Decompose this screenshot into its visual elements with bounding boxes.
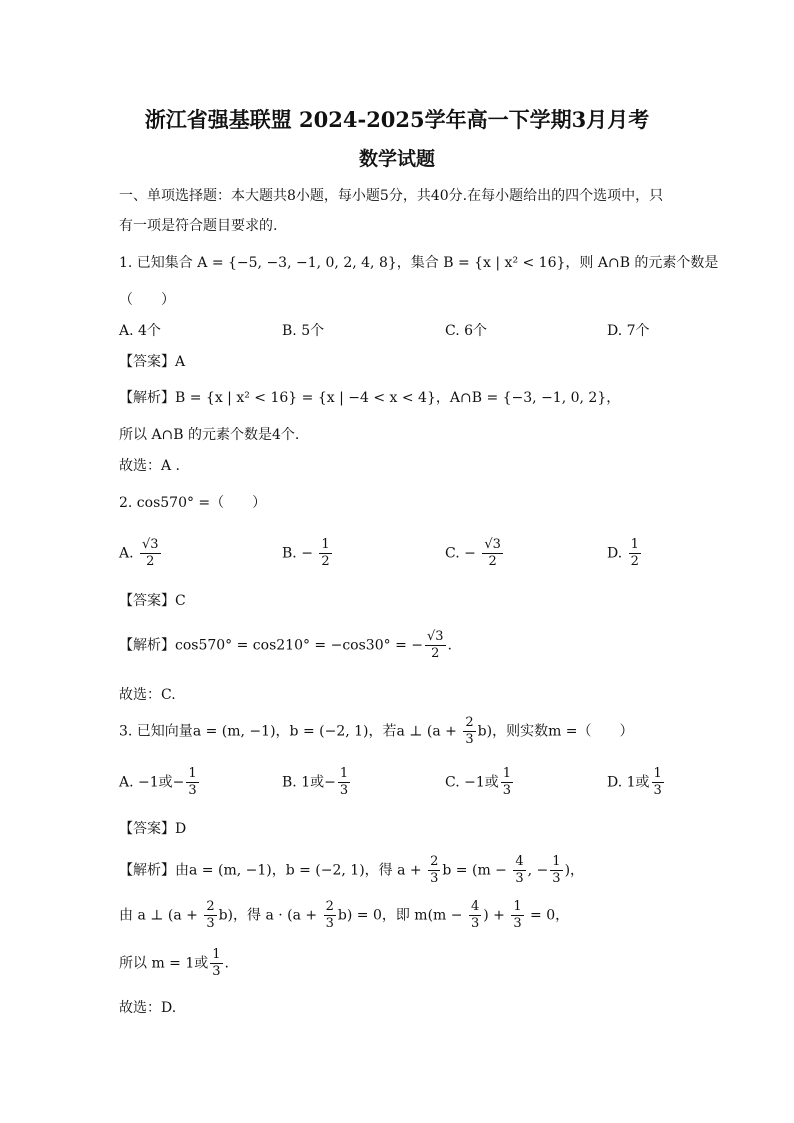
fraction: [482, 538, 503, 569]
analysis-text: b)，得 a · (a +: [218, 907, 322, 924]
numerator: 2: [325, 899, 334, 914]
q2-option-c: [445, 538, 505, 569]
denominator: 3: [339, 783, 349, 798]
q1-option-a: A. 4个: [119, 323, 161, 339]
q2-choose: 故选：C.: [119, 687, 176, 703]
q3-analysis-2: [119, 900, 569, 931]
q3-option-a: [119, 767, 201, 798]
option-text: D. 1或: [607, 774, 650, 791]
analysis-text: = 0，: [525, 907, 570, 924]
numerator: √3: [426, 629, 444, 644]
q1-analysis-2: 所以 A∩B 的元素个数是4个.: [119, 427, 300, 443]
minus-sign: −: [301, 545, 313, 562]
denominator: 3: [465, 732, 474, 747]
denominator: 3: [513, 916, 522, 931]
fraction: [550, 855, 562, 886]
q1-analysis-1: 【解析】B = {x | x² < 16} = {x | −4 < x < 4}，A∩B = {−3, −1, 0, 2}，: [119, 390, 621, 406]
fraction: [463, 716, 475, 747]
numerator: 1: [188, 766, 197, 781]
fraction: [511, 900, 523, 931]
numerator: √3: [484, 537, 501, 552]
denominator: 2: [488, 554, 497, 569]
minus-sign: −: [464, 545, 476, 562]
numerator: 1: [339, 766, 349, 781]
fraction: [204, 900, 216, 931]
denominator: 2: [321, 554, 330, 569]
fraction: [652, 767, 664, 798]
denominator: 3: [188, 783, 197, 798]
fraction: [469, 900, 481, 931]
fraction: [513, 855, 525, 886]
analysis-text: a = (m, −1)，b = (−2, 1)，得 a +: [189, 862, 427, 879]
denominator: 3: [325, 916, 334, 931]
analysis-text: b) = 0，即 m(m −: [337, 907, 467, 924]
fraction: [324, 900, 336, 931]
q3-option-c: [445, 767, 515, 798]
numerator: √3: [142, 537, 159, 552]
numerator: 1: [630, 537, 639, 552]
denominator: 2: [630, 554, 639, 569]
numerator: 1: [552, 854, 561, 869]
analysis-text: b = (m −: [442, 862, 512, 879]
analysis-prefix: 【解析】由: [119, 862, 189, 879]
denominator: 3: [470, 916, 480, 931]
fraction: [338, 767, 350, 798]
numerator: 1: [653, 766, 662, 781]
page-subtitle: 数学试题: [358, 148, 435, 170]
section-heading-line1: 一、单项选择题：本大题共8小题，每小题5分，共40分.在每小题给出的四个选项中，只: [119, 188, 664, 204]
q3-answer: 【答案】D: [119, 821, 187, 837]
option-label: C.: [445, 545, 460, 562]
q1-choose: 故选：A .: [119, 458, 181, 474]
q2-option-b: [282, 538, 334, 569]
q3-option-b: [282, 767, 352, 798]
fraction: [210, 948, 222, 979]
analysis-text: 所以 m = 1或: [119, 955, 209, 972]
denominator: 3: [212, 964, 221, 979]
q1-stem: 1. 已知集合 A = {−5, −3, −1, 0, 2, 4, 8}，集合 B = {x | x² < 16}，则 A∩B 的元素个数是: [119, 255, 719, 271]
q2-option-d: [607, 538, 643, 569]
q3-choose: 故选：D.: [119, 1000, 177, 1016]
denominator: 3: [653, 783, 662, 798]
analysis-text: , −: [527, 862, 549, 879]
numerator: 4: [515, 854, 524, 869]
section-heading-line2: 有一项是符合题目要求的.: [119, 218, 278, 234]
numerator: 2: [206, 899, 215, 914]
stem-end: b)，则实数m =（ ）: [477, 723, 634, 740]
q1-option-c: C. 6个: [445, 323, 488, 339]
option-label: B.: [282, 545, 297, 562]
option-text: B. 1或−: [282, 774, 336, 791]
fraction: [319, 538, 331, 569]
analysis-prefix: 【解析】: [119, 637, 175, 654]
option-label: A.: [119, 545, 134, 562]
q2-option-a: [119, 538, 163, 569]
analysis-end: .: [447, 637, 452, 654]
analysis-text: .: [224, 955, 229, 972]
analysis-text: 由 a ⊥ (a +: [119, 907, 203, 924]
option-label: D.: [607, 545, 623, 562]
numerator: 1: [502, 766, 512, 781]
q3-analysis-1: [119, 855, 584, 886]
numerator: 1: [212, 947, 221, 962]
q3-option-d: [607, 767, 666, 798]
denominator: 2: [146, 554, 155, 569]
denominator: 3: [515, 871, 524, 886]
perp-condition: a ⊥ (a +: [396, 723, 462, 740]
denominator: 3: [430, 871, 439, 886]
q1-paren: （ ）: [119, 292, 175, 308]
q1-answer: 【答案】A: [119, 354, 186, 370]
denominator: 3: [552, 871, 561, 886]
q1-option-d: D. 7个: [607, 323, 650, 339]
numerator: 1: [321, 537, 330, 552]
fraction: [501, 767, 513, 798]
fraction: [140, 538, 161, 569]
q2-analysis: [119, 630, 452, 661]
denominator: 2: [431, 646, 440, 661]
numerator: 2: [430, 854, 439, 869]
fraction: [428, 855, 440, 886]
fraction: [186, 767, 198, 798]
option-text: C. −1或: [445, 774, 499, 791]
q1-option-b: B. 5个: [282, 323, 325, 339]
denominator: 3: [502, 783, 512, 798]
vector-b-def: b = (−2, 1)，若: [289, 723, 397, 740]
fraction: [629, 538, 641, 569]
stem-prefix: 3. 已知向量: [119, 723, 193, 740]
numerator: 1: [513, 899, 522, 914]
page-title: 浙江省强基联盟 2024-2025学年高一下学期3月月考: [144, 107, 650, 132]
vector-a-def: a = (m, −1)，: [192, 723, 290, 740]
denominator: 3: [206, 916, 215, 931]
option-text: A. −1或−: [119, 774, 185, 791]
analysis-text: ) +: [483, 907, 510, 924]
analysis-text: )，: [564, 862, 585, 879]
q3-analysis-3: [119, 948, 229, 979]
numerator: 4: [470, 899, 480, 914]
numerator: 2: [465, 715, 474, 730]
analysis-expression: cos570° = cos210° = −cos30° = −: [175, 637, 423, 654]
q2-stem: 2. cos570° =（ ）: [119, 495, 267, 511]
q2-answer: 【答案】C: [119, 593, 186, 609]
fraction: [425, 630, 446, 661]
q3-stem: [119, 716, 634, 747]
